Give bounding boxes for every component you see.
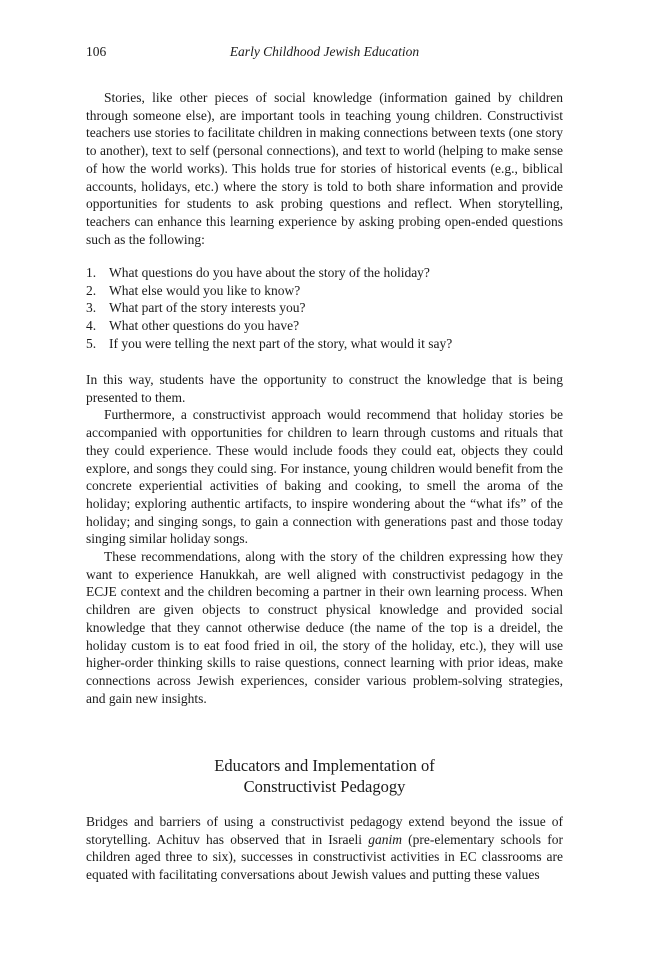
list-item-number: 3. (86, 300, 97, 316)
list-item-number: 1. (86, 265, 97, 280)
body-text-block (86, 371, 563, 707)
list-item-text: What else would you like to know? (109, 282, 301, 298)
section-heading (86, 755, 563, 797)
section-heading-line-2: Constructivist Pedagogy (243, 777, 406, 796)
body-paragraph-bridges (86, 813, 563, 884)
question-list (86, 264, 563, 353)
text-run: Bridges and barriers of using a constructivist pedagogy extend beyond the issue of storytelling. Achituv has observed that in Israeli (86, 814, 563, 847)
running-header (86, 44, 563, 64)
body-paragraph-recommendations: These recommendations, along with the story of the children expressing how they want to experience Hanukkah, are well aligned with constructivist pedagogy in the ECJE context and the children becoming a partner in their own learning process. When children are given objects to construct physical knowledge and provided social knowledge that they cannot otherwise deduce (the name of the top is a dreidel, the holiday custom is to eat food fried in oil, the story of the holiday, etc.), they will use higher-order thinking skills to raise questions, connect learning with prior ideas, make connections across Jewish experiences, consider various problem-solving strategies, and gain new insights. (86, 549, 563, 706)
list-item-number: 4. (86, 318, 97, 334)
italic-term-ganim: ganim (368, 831, 402, 847)
running-title: Early Childhood Jewish Education (229, 44, 420, 59)
body-paragraph-customs: Furthermore, a constructivist approach would recommend that holiday stories be accompanied with opportunities for children to learn through customs and rituals that they could experience. These would include foods they could eat, objects they could explore, and songs they could sing. For instance, young children would benefit from the concrete experiential activities of baking and cooking, to smell the aroma of the holiday; exploring authentic artifacts, to inspire wondering about the “what ifs” of the holiday; and singing songs, to gain a connection with generations past and those today singing similar holiday songs. (86, 407, 563, 547)
list-item-text: If you were telling the next part of the story, what would it say? (109, 335, 453, 351)
list-item (86, 335, 563, 353)
body-paragraph-stories: Stories, like other pieces of social knowledge (information gained by children through someone else), are important tools in teaching young children. Constructivist teachers use stories to facilitate children in making connections between texts (one story to another), text to self (personal connections), and text to world (helping to make sense of how the world works). This holds true for stories of historical events (e.g., biblical accounts, holidays, etc.) where the story is told to both share information and provide opportunities for students to ask probing questions and reflect. When storytelling, teachers can enhance this learning experience by asking probing open-ended questions such as the following: (86, 90, 563, 247)
list-item-text: What other questions do you have? (109, 318, 300, 334)
list-item (86, 299, 563, 317)
list-item-text: What questions do you have about the story of the holiday? (109, 265, 430, 280)
list-item (86, 317, 563, 335)
section-heading-line-1: Educators and Implementation of (214, 756, 435, 775)
list-item-number: 2. (86, 282, 97, 298)
page-number: 106 (86, 44, 107, 59)
text-run: (pre-elementary schools for children aged three to six), successes in constructivist activities in EC classrooms are equated with facilitating conversations about Jewish values and putting these values (86, 831, 563, 883)
list-item (86, 264, 563, 282)
list-item (86, 282, 563, 300)
list-item-text: What part of the story interests you? (109, 300, 306, 316)
body-paragraph-continuation: In this way, students have the opportunity to construct the knowledge that is being presented to them. (86, 372, 563, 405)
list-item-number: 5. (86, 335, 97, 351)
